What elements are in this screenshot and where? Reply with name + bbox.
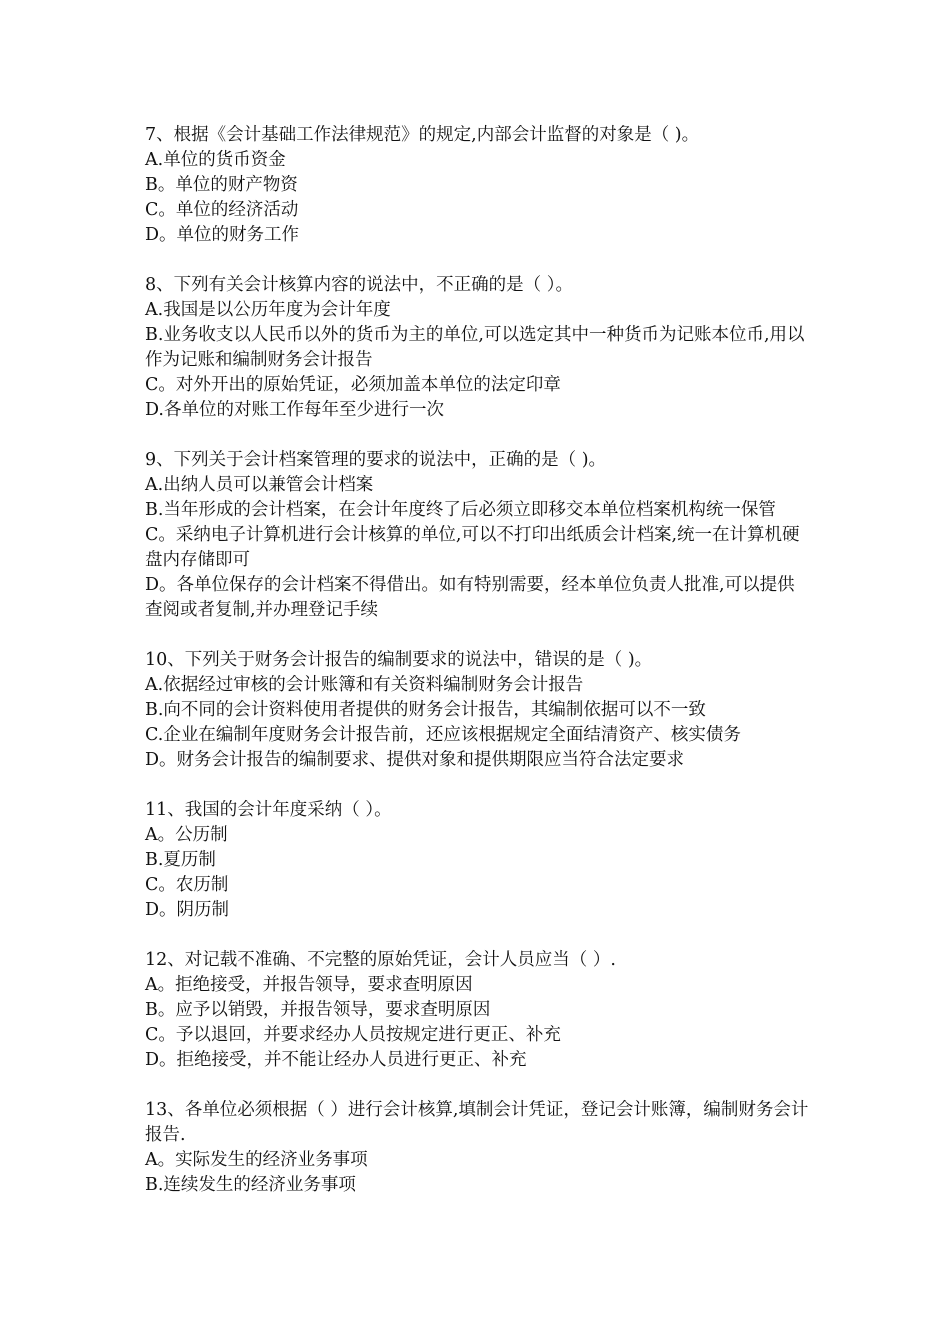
question-7	[145, 123, 810, 248]
option-b: B。应予以销毁，并报告领导，要求查明原因	[145, 1000, 491, 1020]
question-9	[145, 448, 810, 623]
option-c: C。对外开出的原始凭证，必须加盖本单位的法定印章	[145, 375, 561, 395]
option-c: C。农历制	[145, 875, 229, 895]
question-stem: 9、下列关于会计档案管理的要求的说法中，正确的是（ )。	[145, 450, 607, 470]
option-a: A。公历制	[145, 825, 228, 845]
option-b: B.夏历制	[145, 850, 216, 870]
option-b: B.业务收支以人民币以外的货币为主的单位,可以选定其中一种货币为记账本位币,用以作为记账和编制财务会计报告	[145, 325, 805, 370]
option-c: C。予以退回，并要求经办人员按规定进行更正、补充	[145, 1025, 561, 1045]
option-b: B。单位的财产物资	[145, 175, 298, 195]
option-b: B.连续发生的经济业务事项	[145, 1175, 356, 1195]
question-stem: 12、对记载不准确、不完整的原始凭证，会计人员应当（ ）.	[145, 950, 616, 970]
option-a: A.出纳人员可以兼管会计档案	[145, 475, 374, 495]
question-stem: 11、我国的会计年度采纳（ ）。	[145, 800, 392, 820]
option-b: B.向不同的会计资料使用者提供的财务会计报告，其编制依据可以不一致	[145, 700, 706, 720]
option-c: C。采纳电子计算机进行会计核算的单位,可以不打印出纸质会计档案,统一在计算机硬盘内存储即可	[145, 525, 800, 570]
option-a: A。实际发生的经济业务事项	[145, 1150, 368, 1170]
question-stem: 7、根据《会计基础工作法律规范》的规定,内部会计监督的对象是（ )。	[145, 125, 700, 145]
option-d: D。各单位保存的会计档案不得借出。如有特别需要，经本单位负责人批准,可以提供查阅或者复制,并办理登记手续	[145, 575, 795, 620]
option-c: C。单位的经济活动	[145, 200, 299, 220]
option-a: A.单位的货币资金	[145, 150, 286, 170]
option-a: A.依据经过审核的会计账簿和有关资料编制财务会计报告	[145, 675, 584, 695]
question-10	[145, 648, 810, 773]
question-13	[145, 1098, 810, 1198]
option-d: D。拒绝接受，并不能让经办人员进行更正、补充	[145, 1050, 527, 1070]
document-page	[145, 123, 810, 1223]
question-8	[145, 273, 810, 423]
option-d: D。阴历制	[145, 900, 230, 920]
option-d: D.各单位的对账工作每年至少进行一次	[145, 400, 444, 420]
option-b: B.当年形成的会计档案，在会计年度终了后必须立即移交本单位档案机构统一保管	[145, 500, 776, 520]
option-a: A。拒绝接受，并报告领导，要求查明原因	[145, 975, 473, 995]
option-a: A.我国是以公历年度为会计年度	[145, 300, 391, 320]
question-stem: 10、下列关于财务会计报告的编制要求的说法中，错误的是（ )。	[145, 650, 653, 670]
question-11	[145, 798, 810, 923]
question-stem: 8、下列有关会计核算内容的说法中，不正确的是（ ）。	[145, 275, 573, 295]
option-d: D。财务会计报告的编制要求、提供对象和提供期限应当符合法定要求	[145, 750, 685, 770]
question-stem: 13、各单位必须根据（ ）进行会计核算,填制会计凭证，登记会计账簿，编制财务会计报告.	[145, 1100, 809, 1145]
question-12	[145, 948, 810, 1073]
option-d: D。单位的财务工作	[145, 225, 300, 245]
option-c: C.企业在编制年度财务会计报告前，还应该根据规定全面结清资产、核实债务	[145, 725, 741, 745]
